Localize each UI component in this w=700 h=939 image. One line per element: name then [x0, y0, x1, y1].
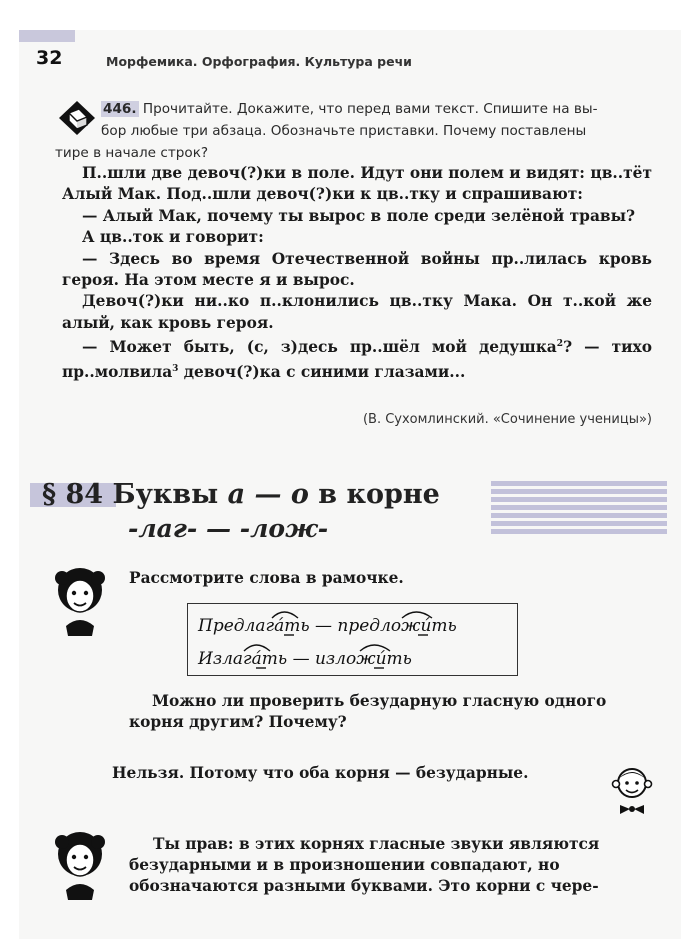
word-frame: [187, 603, 518, 676]
boy-icon: [608, 765, 656, 815]
page-number: 32: [36, 47, 63, 69]
section-number: § 84: [42, 479, 104, 510]
page-tab: [19, 30, 75, 42]
girl-icon: [52, 566, 108, 640]
exercise-story: [62, 163, 652, 383]
task-line-3: тире в начале строк?: [55, 145, 209, 161]
story-source: (В. Сухомлинский. «Сочинение ученицы»): [362, 412, 652, 427]
question-line-1: Можно ли проверить безударную гласную одного: [152, 692, 607, 710]
task-line-2: бор любые три абзаца. Обозначьте приставки. Почему поставлены: [101, 123, 587, 139]
reply-line-2: безударными и в произношении совпадают, но: [129, 856, 560, 874]
story-paragraph: — Здесь во время Отечественной войны пр..лилась кровь героя. На этом месте я и вырос.: [62, 249, 652, 290]
running-title: Морфемика. Орфография. Культура речи: [106, 54, 412, 69]
story-paragraph: Девоч(?)ки ни..ко п..клонились цв..тку Мака. Он т..кой же алый, как кровь героя.: [62, 292, 652, 332]
reply-line-3: обозначаются разными буквами. Это корни с чере-: [129, 877, 599, 895]
reply-line-1: Ты прав: в этих корнях гласные звуки являются: [153, 835, 600, 853]
frame-word-1: Предлагáть — предложúть: [198, 616, 457, 636]
question-line-2: корня другим? Почему?: [129, 713, 347, 731]
task-line-1: Прочитайте. Докажите, что перед вами текст. Спишите на вы-: [142, 101, 598, 117]
prompt-text: Рассмотрите слова в рамочке.: [129, 569, 404, 587]
answer-text: Нельзя. Потому что оба корня — безударные.: [112, 764, 529, 782]
exercise-cube-icon: [57, 99, 97, 137]
story-paragraph: А цв..ток и говорит:: [82, 228, 264, 247]
frame-word-2: Излагáть — изложúть: [198, 649, 412, 669]
story-paragraph: П..шли две девоч(?)ки в поле. Идут они полем и видят: цв..тёт Алый Мак. Под..шли девоч(?)ки к цв..тку и спрашивают:: [62, 164, 652, 204]
girl-icon: [52, 830, 108, 904]
section-stripes: [491, 481, 667, 538]
exercise-task: [55, 98, 653, 164]
story-paragraph-last: — Может быть, (с, з)десь пр..шёл мой дедушка$^2$? — тихо пр..молвила$^3$ девоч(?)ка с синими глазами...: [62, 338, 652, 381]
exercise-number: 446.: [103, 101, 137, 117]
section-title: § 84 Буквы а — о в корне: [42, 479, 440, 510]
section-title-line2: -лаг- — -лож-: [128, 514, 329, 543]
story-paragraph: — Алый Мак, почему ты вырос в поле среди зелёной травы?: [82, 206, 636, 225]
